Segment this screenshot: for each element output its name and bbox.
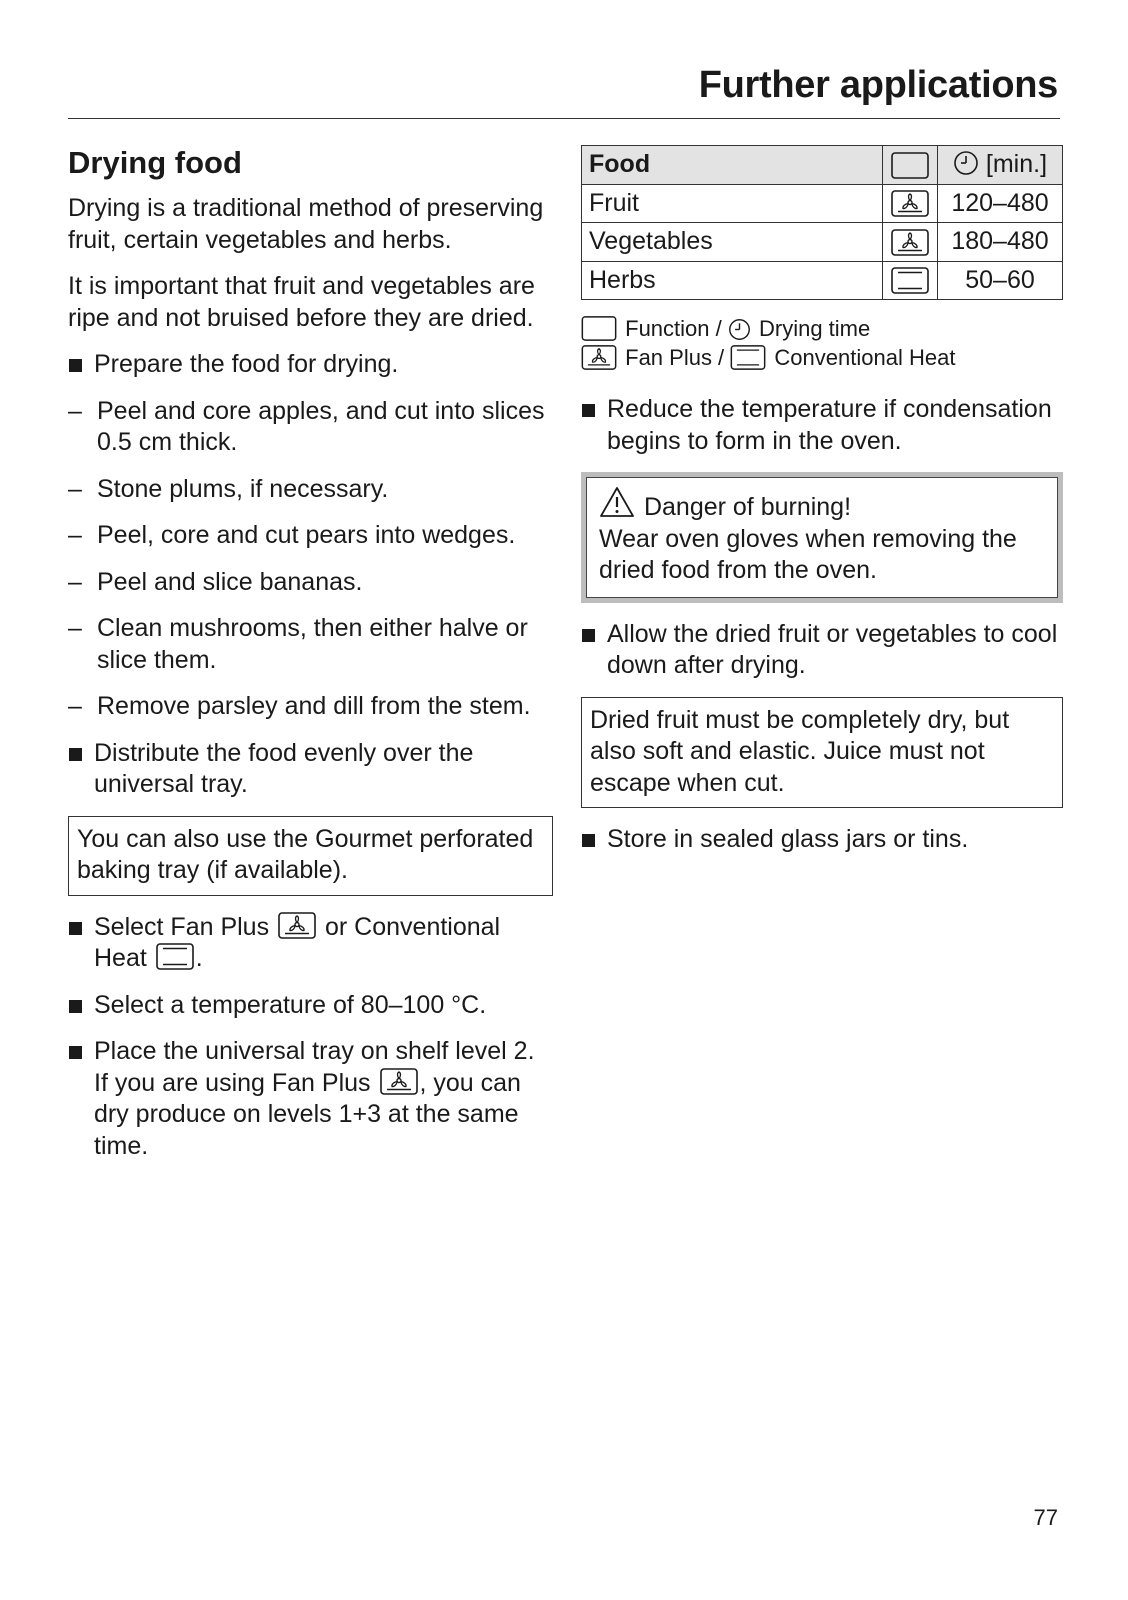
conventional-heat-icon xyxy=(156,943,194,970)
step-select-function xyxy=(68,912,553,975)
step-reduce-temperature xyxy=(581,394,1063,457)
dash-text: Remove parsley and dill from the stem. xyxy=(97,692,531,720)
step-text-a: Select Fan Plus xyxy=(94,912,270,941)
function-icon xyxy=(891,152,929,179)
intro-paragraph-1: Drying is a traditional method of preserving fruit, certain vegetables and herbs. xyxy=(68,194,544,254)
drying-table xyxy=(581,145,1063,300)
time-unit-label: [min.] xyxy=(985,150,1048,178)
table-cell-food: Herbs xyxy=(582,261,883,300)
dash-mark: – xyxy=(68,692,82,720)
step-text-b: or Conventional Heat xyxy=(94,912,501,972)
step-store xyxy=(581,824,1063,856)
step-text-b: , you can dry produce on levels 1+3 at the same time. xyxy=(94,1068,521,1160)
step-place-tray xyxy=(68,1036,553,1162)
step-text: Select a temperature of 80–100 °C. xyxy=(94,990,487,1019)
dash-mark: – xyxy=(68,614,82,642)
clock-icon xyxy=(728,318,751,341)
bullet-square-icon xyxy=(69,748,82,761)
table-cell-food: Vegetables xyxy=(582,223,883,262)
table-header-row xyxy=(582,146,1063,185)
bullet-square-icon xyxy=(69,1000,82,1013)
dash-item-plums xyxy=(68,474,553,506)
step-text-line1: Place the universal tray on shelf level 2. xyxy=(94,1037,535,1065)
dash-text: Stone plums, if necessary. xyxy=(97,474,389,503)
warning-triangle-icon xyxy=(599,486,635,518)
function-icon xyxy=(581,316,617,341)
legend-function-label: Function / xyxy=(625,316,722,341)
bullet-square-icon xyxy=(582,404,595,417)
fan-plus-icon xyxy=(278,912,316,939)
bullet-square-icon xyxy=(69,1046,82,1059)
dash-text: Clean mushrooms, then either halve or slice them. xyxy=(97,614,528,674)
table-cell-time: 120–480 xyxy=(938,184,1063,223)
header-divider xyxy=(68,118,1060,119)
warning-title-line xyxy=(599,486,1047,524)
step-distribute xyxy=(68,738,553,801)
table-cell-function xyxy=(883,261,938,300)
intro-paragraph-2: It is important that fruit and vegetables are ripe and not bruised before they are dried. xyxy=(68,272,535,332)
step-text: Prepare the food for drying. xyxy=(94,350,399,378)
table-header-function xyxy=(883,146,938,185)
legend-fan-plus-label: Fan Plus / xyxy=(625,345,725,370)
table-header-food: Food xyxy=(582,146,883,185)
bullet-square-icon xyxy=(582,629,595,642)
warning-text: Wear oven gloves when removing the dried food from the oven. xyxy=(599,524,1017,584)
step-text: Distribute the food evenly over the universal tray. xyxy=(94,738,474,798)
bullet-square-icon xyxy=(69,922,82,935)
dash-text: Peel and slice bananas. xyxy=(97,567,363,596)
step-text-c: . xyxy=(195,944,203,972)
dash-mark: – xyxy=(68,521,82,549)
step-allow-cool xyxy=(581,619,1063,682)
note-dried-fruit: Dried fruit must be completely dry, but also soft and elastic. Juice must not escape when cut. xyxy=(581,697,1063,809)
step-text: Store in sealed glass jars or tins. xyxy=(607,825,969,853)
warning-title: Danger of burning! xyxy=(643,493,852,521)
page-header-title: Further applications xyxy=(698,64,1058,106)
clock-icon xyxy=(953,150,979,176)
dash-item-herbs xyxy=(68,691,553,723)
bullet-square-icon xyxy=(69,359,82,372)
dash-text: Peel, core and cut pears into wedges. xyxy=(97,521,516,549)
legend-conventional-heat-label: Conventional Heat xyxy=(774,345,956,370)
table-row xyxy=(582,223,1063,262)
table-header-time xyxy=(938,146,1063,185)
fan-plus-icon xyxy=(380,1068,418,1095)
table-cell-food: Fruit xyxy=(582,184,883,223)
dash-mark: – xyxy=(68,474,82,503)
dash-item-mushrooms xyxy=(68,613,553,676)
step-text: Allow the dried fruit or vegetables to cool down after drying. xyxy=(607,619,1058,679)
bullet-square-icon xyxy=(582,834,595,847)
step-text: Reduce the temperature if condensation begins to form in the oven. xyxy=(607,395,1052,455)
table-row xyxy=(582,184,1063,223)
fan-plus-icon xyxy=(891,229,929,256)
step-prepare xyxy=(68,349,553,381)
dash-mark: – xyxy=(68,567,82,596)
dash-item-pears xyxy=(68,520,553,552)
dash-item-bananas xyxy=(68,567,553,599)
warning-box xyxy=(581,472,1063,603)
step-select-temperature xyxy=(68,990,553,1022)
dash-mark: – xyxy=(68,396,82,425)
legend-line-1 xyxy=(581,314,1063,343)
dash-item-apples xyxy=(68,396,553,459)
right-column xyxy=(581,145,1063,871)
table-cell-function xyxy=(883,223,938,262)
note-gourmet-tray: You can also use the Gourmet perforated baking tray (if available). xyxy=(68,816,553,896)
conventional-heat-icon xyxy=(891,267,929,294)
fan-plus-icon xyxy=(581,345,617,370)
left-column xyxy=(68,143,553,1177)
legend-line-2 xyxy=(581,343,1063,372)
table-row xyxy=(582,261,1063,300)
table-legend xyxy=(581,314,1063,372)
table-cell-time: 50–60 xyxy=(938,261,1063,300)
fan-plus-icon xyxy=(891,190,929,217)
table-cell-time: 180–480 xyxy=(938,223,1063,262)
page-number: 77 xyxy=(1033,1505,1058,1530)
step-text-a: If you are using Fan Plus xyxy=(94,1068,371,1097)
conventional-heat-icon xyxy=(730,345,766,370)
dash-text: Peel and core apples, and cut into slices 0.5 cm thick. xyxy=(97,396,545,456)
section-title: Drying food xyxy=(68,145,242,180)
legend-drying-time-label: Drying time xyxy=(758,316,871,341)
table-cell-function xyxy=(883,184,938,223)
